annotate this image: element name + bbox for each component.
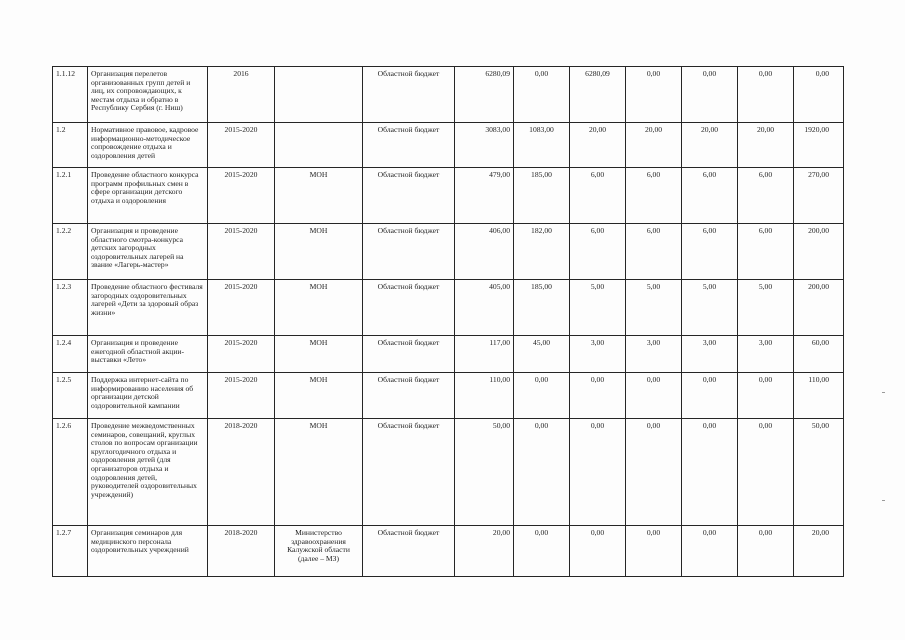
- year-amount: 1920,00: [794, 123, 844, 168]
- activity-name: Нормативное правовое, кадровое информационно-методическое сопровождение отдыха и оздоровления детей: [88, 123, 208, 168]
- activity-name: Проведение областного конкурса программ профильных смен в сфере организации детского отдыха и оздоровления: [88, 168, 208, 224]
- activity-name: Организация перелетов организованных групп детей и лиц, их сопровождающих, к местам отдыха и обратно в Республику Сербия (г. Ниш): [88, 67, 208, 123]
- funding-source: Областной бюджет: [363, 67, 455, 123]
- executor: МОН: [275, 280, 363, 336]
- year-amount: 200,00: [794, 280, 844, 336]
- total-amount: 117,00: [455, 336, 514, 373]
- year-amount: 0,00: [682, 67, 738, 123]
- year-amount: 20,00: [626, 123, 682, 168]
- executor: [275, 123, 363, 168]
- year-amount: 1083,00: [514, 123, 570, 168]
- funding-source: Областной бюджет: [363, 224, 455, 280]
- executor: МОН: [275, 373, 363, 419]
- year-amount: 0,00: [626, 526, 682, 577]
- funding-source: Областной бюджет: [363, 123, 455, 168]
- year-amount: 6,00: [738, 224, 794, 280]
- executor: МОН: [275, 336, 363, 373]
- table-row: [53, 280, 844, 336]
- year-amount: 0,00: [570, 419, 626, 526]
- implementation-period: 2016: [208, 67, 275, 123]
- scan-artifact: [882, 500, 885, 501]
- activity-name: Организация и проведение областного смотра-конкурса детских загородных оздоровительных лагерей на звание «Лагерь-мастер»: [88, 224, 208, 280]
- activity-name: Организация и проведение ежегодной областной акции-выставки «Лето»: [88, 336, 208, 373]
- year-amount: 0,00: [514, 373, 570, 419]
- implementation-period: 2015-2020: [208, 280, 275, 336]
- table-row: [53, 224, 844, 280]
- table-row: [53, 419, 844, 526]
- year-amount: 110,00: [794, 373, 844, 419]
- implementation-period: 2018-2020: [208, 419, 275, 526]
- year-amount: 6,00: [682, 168, 738, 224]
- total-amount: 406,00: [455, 224, 514, 280]
- implementation-period: 2015-2020: [208, 336, 275, 373]
- year-amount: 270,00: [794, 168, 844, 224]
- funding-source: Областной бюджет: [363, 526, 455, 577]
- implementation-period: 2018-2020: [208, 526, 275, 577]
- year-amount: 0,00: [738, 419, 794, 526]
- row-number: 1.2.6: [53, 419, 88, 526]
- table-row: [53, 67, 844, 123]
- implementation-period: 2015-2020: [208, 123, 275, 168]
- row-number: 1.2.7: [53, 526, 88, 577]
- implementation-period: 2015-2020: [208, 168, 275, 224]
- year-amount: 6,00: [682, 224, 738, 280]
- row-number: 1.2.1: [53, 168, 88, 224]
- year-amount: 6,00: [626, 224, 682, 280]
- year-amount: 0,00: [626, 419, 682, 526]
- activity-name: Организация семинаров для медицинского персонала оздоровительных учреждений: [88, 526, 208, 577]
- year-amount: 50,00: [794, 419, 844, 526]
- row-number: 1.1.12: [53, 67, 88, 123]
- total-amount: 3083,00: [455, 123, 514, 168]
- year-amount: 20,00: [794, 526, 844, 577]
- year-amount: 5,00: [682, 280, 738, 336]
- total-amount: 405,00: [455, 280, 514, 336]
- funding-source: Областной бюджет: [363, 168, 455, 224]
- funding-source: Областной бюджет: [363, 280, 455, 336]
- year-amount: 0,00: [794, 67, 844, 123]
- year-amount: 185,00: [514, 168, 570, 224]
- year-amount: 0,00: [514, 67, 570, 123]
- year-amount: 185,00: [514, 280, 570, 336]
- year-amount: 5,00: [626, 280, 682, 336]
- table-row: [53, 123, 844, 168]
- activity-name: Проведение межведомственных семинаров, совещаний, круглых столов по вопросам организации круглогодичного отдыха и оздоровления детей (для организаторов отдыха и оздоровления детей, руководителей оздоровительных учреждений): [88, 419, 208, 526]
- year-amount: 6,00: [738, 168, 794, 224]
- year-amount: 0,00: [626, 67, 682, 123]
- executor: МОН: [275, 168, 363, 224]
- year-amount: 182,00: [514, 224, 570, 280]
- table-row: [53, 336, 844, 373]
- year-amount: 20,00: [682, 123, 738, 168]
- scan-artifact: [882, 392, 885, 393]
- table-row: [53, 168, 844, 224]
- total-amount: 6280,09: [455, 67, 514, 123]
- year-amount: 20,00: [738, 123, 794, 168]
- year-amount: 0,00: [738, 526, 794, 577]
- year-amount: 6,00: [570, 224, 626, 280]
- year-amount: 0,00: [682, 419, 738, 526]
- row-number: 1.2.5: [53, 373, 88, 419]
- year-amount: 60,00: [794, 336, 844, 373]
- total-amount: 20,00: [455, 526, 514, 577]
- year-amount: 0,00: [738, 67, 794, 123]
- year-amount: 3,00: [570, 336, 626, 373]
- executor: МОН: [275, 224, 363, 280]
- funding-source: Областной бюджет: [363, 419, 455, 526]
- year-amount: 0,00: [738, 373, 794, 419]
- executor: МОН: [275, 419, 363, 526]
- year-amount: 0,00: [682, 373, 738, 419]
- year-amount: 200,00: [794, 224, 844, 280]
- year-amount: 6,00: [570, 168, 626, 224]
- executor: Министерство здравоохранения Калужской области (далее – МЗ): [275, 526, 363, 577]
- year-amount: 0,00: [570, 373, 626, 419]
- total-amount: 50,00: [455, 419, 514, 526]
- table-row: [53, 373, 844, 419]
- executor: [275, 67, 363, 123]
- implementation-period: 2015-2020: [208, 373, 275, 419]
- table-row: [53, 526, 844, 577]
- activity-name: Проведение областного фестиваля загородных оздоровительных лагерей «Дети за здоровый образ жизни»: [88, 280, 208, 336]
- row-number: 1.2: [53, 123, 88, 168]
- year-amount: 3,00: [738, 336, 794, 373]
- budget-table: [52, 66, 844, 577]
- year-amount: 0,00: [626, 373, 682, 419]
- year-amount: 3,00: [626, 336, 682, 373]
- year-amount: 0,00: [570, 526, 626, 577]
- row-number: 1.2.4: [53, 336, 88, 373]
- funding-source: Областной бюджет: [363, 336, 455, 373]
- row-number: 1.2.3: [53, 280, 88, 336]
- year-amount: 6,00: [626, 168, 682, 224]
- total-amount: 479,00: [455, 168, 514, 224]
- total-amount: 110,00: [455, 373, 514, 419]
- year-amount: 5,00: [570, 280, 626, 336]
- row-number: 1.2.2: [53, 224, 88, 280]
- year-amount: 0,00: [682, 526, 738, 577]
- year-amount: 45,00: [514, 336, 570, 373]
- year-amount: 20,00: [570, 123, 626, 168]
- implementation-period: 2015-2020: [208, 224, 275, 280]
- year-amount: 0,00: [514, 526, 570, 577]
- year-amount: 0,00: [514, 419, 570, 526]
- year-amount: 6280,09: [570, 67, 626, 123]
- activity-name: Поддержка интернет-сайта по информированию населения об организации детской оздоровительной кампании: [88, 373, 208, 419]
- year-amount: 5,00: [738, 280, 794, 336]
- year-amount: 3,00: [682, 336, 738, 373]
- funding-source: Областной бюджет: [363, 373, 455, 419]
